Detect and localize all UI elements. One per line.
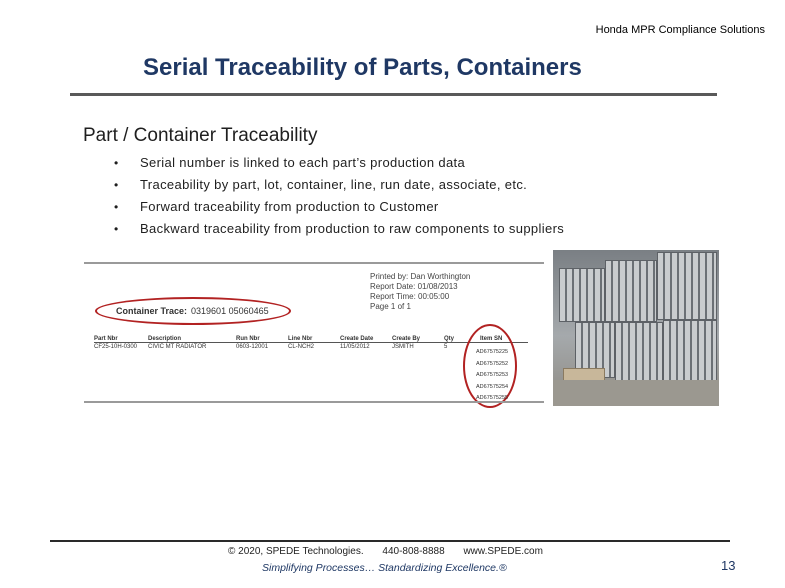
report-date: Report Date: 01/08/2013 <box>370 282 458 291</box>
title-divider <box>70 93 717 96</box>
footer-phone: 440-808-8888 <box>382 546 445 557</box>
col-header: Description <box>148 336 236 343</box>
footer-tagline: Simplifying Processes… Standardizing Excellence.® <box>262 562 507 574</box>
rack-shape <box>615 322 663 382</box>
col-header: Run Nbr <box>236 336 288 343</box>
report-top-rule <box>84 262 544 264</box>
floor-shape <box>553 380 719 406</box>
bullet-icon: • <box>114 178 119 192</box>
footer-divider <box>50 540 730 542</box>
bullet-item: • Backward traceability from production to raw components to suppliers <box>114 218 564 240</box>
report-bottom-rule <box>84 401 544 403</box>
serial-number: AD67575254 <box>476 383 509 390</box>
report-time: Report Time: 00:05:00 <box>370 292 450 301</box>
col-header: Qty <box>444 336 480 343</box>
table-cell: 5 <box>444 344 448 350</box>
table-row <box>94 343 528 351</box>
company-tag: Honda MPR Compliance Solutions <box>595 24 765 36</box>
table-cell: CL-NCH2 <box>288 344 315 350</box>
serial-number: AD67575225 <box>476 349 509 355</box>
table-cell: CF25-10H-0300 <box>94 344 138 350</box>
warehouse-photo <box>553 250 719 406</box>
table-cell: 11/05/2012 <box>340 344 370 350</box>
table-cell: CIVIC MT RADIATOR <box>148 344 207 350</box>
report-meta <box>370 272 470 312</box>
bullet-icon: • <box>114 156 119 170</box>
page-number: 13 <box>721 558 736 573</box>
footer-website[interactable]: www.SPEDE.com <box>463 546 543 557</box>
footer-info <box>228 546 559 557</box>
report-page: Page 1 of 1 <box>370 302 411 311</box>
trace-report-image <box>84 260 544 405</box>
table-cell: 0603-12001 <box>236 344 269 350</box>
rack-shape <box>605 260 657 322</box>
rack-shape <box>663 320 717 382</box>
serial-number: AD67575253 <box>476 372 509 378</box>
report-table <box>94 336 528 350</box>
col-header: Create Date <box>340 336 392 343</box>
rack-shape <box>559 268 605 322</box>
serial-list <box>476 347 508 405</box>
serial-number: AD67575252 <box>476 360 509 367</box>
container-trace: Container Trace: 0319601 05060465 <box>116 306 269 316</box>
rack-shape <box>657 252 717 320</box>
report-printed-by: Printed by: Dan Worthington <box>370 272 471 281</box>
footer-copyright: © 2020, SPEDE Technologies. <box>228 546 364 557</box>
serial-number: AD67575255 <box>476 395 509 401</box>
bullet-item: • Forward traceability from production to Customer <box>114 196 564 218</box>
bullet-item: • Traceability by part, lot, container, line, run date, associate, etc. <box>114 174 564 196</box>
bullet-item: • Serial number is linked to each part’s production data <box>114 152 564 174</box>
slide-title: Serial Traceability of Parts, Containers <box>143 54 582 81</box>
bullet-icon: • <box>114 200 119 214</box>
section-heading: Part / Container Traceability <box>83 125 318 146</box>
table-cell: JSMITH <box>392 344 414 350</box>
bullet-list <box>114 152 564 240</box>
bullet-icon: • <box>114 222 119 236</box>
col-header: Line Nbr <box>288 336 340 343</box>
col-header: Part Nbr <box>94 336 148 343</box>
col-header: Item SN <box>480 336 528 343</box>
col-header: Create By <box>392 336 444 343</box>
